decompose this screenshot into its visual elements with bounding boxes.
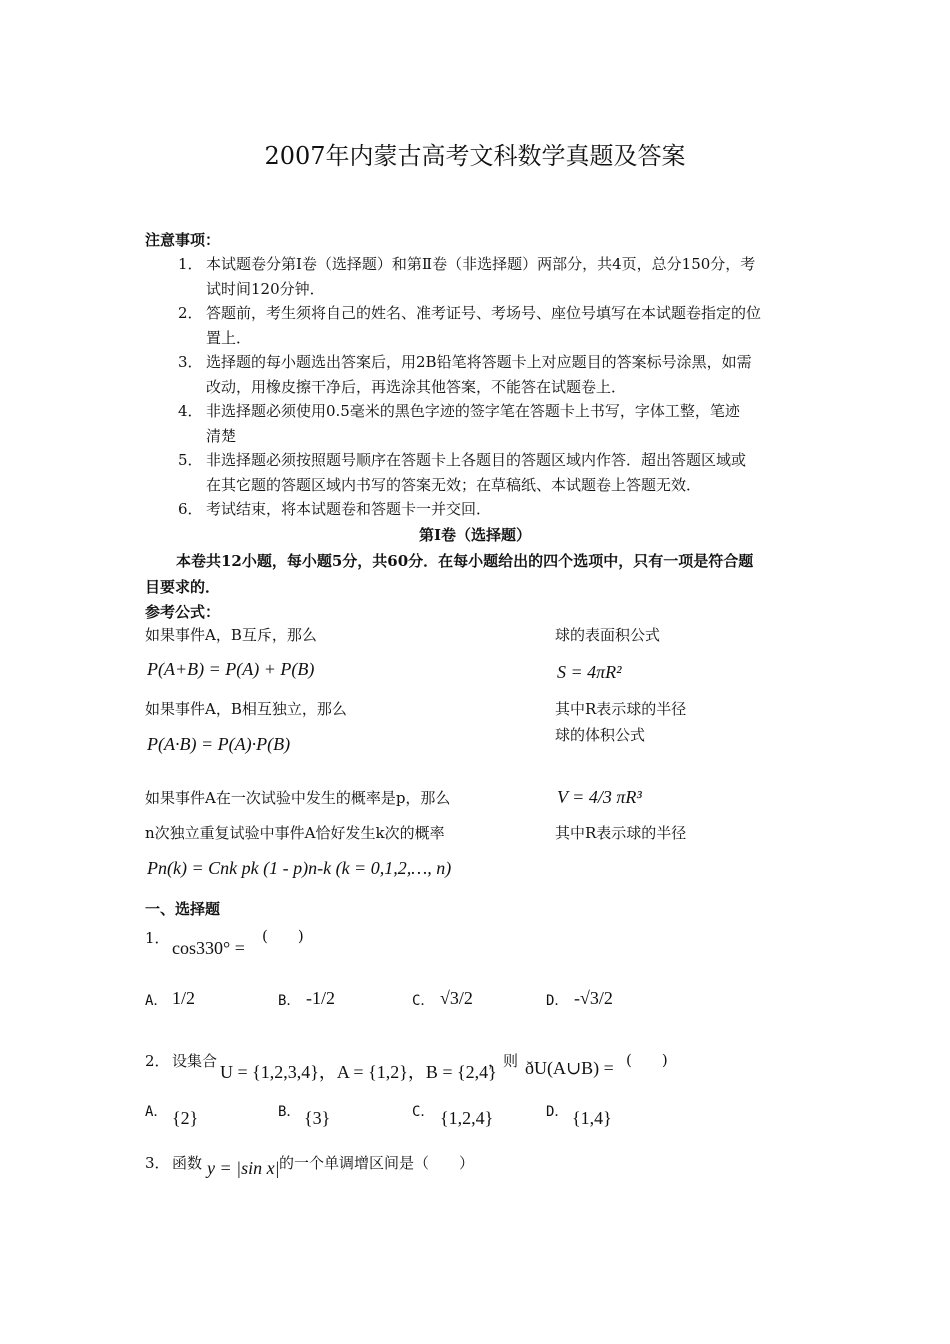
formula-independent-text: 如果事件A，B相互独立，那么 <box>145 700 347 718</box>
option-value: {1,2,4} <box>440 1108 494 1128</box>
sphere-radius-text: 其中R表示球的半径 <box>555 700 687 718</box>
option-value: {3} <box>304 1108 331 1128</box>
formula-heading: 参考公式： <box>145 603 221 621</box>
sphere-radius-text-2: 其中R表示球的半径 <box>555 824 687 842</box>
option-value: {2} <box>172 1108 199 1128</box>
option-value: √3/2 <box>440 988 473 1008</box>
formula-probability-text: 如果事件A在一次试验中发生的概率是p，那么 <box>145 789 451 807</box>
notice-item: 1． 本试题卷分第Ⅰ卷（选择题）和第Ⅱ卷（非选择题）两部分，共4页，总分150分，考 试时间120分钟． <box>178 255 756 298</box>
notice-item: 6． 考试结束，将本试题卷和答题卡一并交回． <box>178 500 492 518</box>
section-intro-line2: 目要求的． <box>145 578 221 596</box>
document-title: 2007年内蒙古高考文科数学真题及答案 <box>264 142 686 170</box>
answer-paren: ( ) <box>262 927 304 945</box>
option-label: D． <box>546 993 569 1009</box>
option-value: -√3/2 <box>574 988 613 1008</box>
question-1-expr: cos330° = <box>172 938 245 958</box>
option-label: B． <box>278 993 301 1009</box>
formula-mutually-exclusive-text: 如果事件A，B互斥，那么 <box>145 626 317 644</box>
formula-independent: P(A·B) = P(A)·P(B) <box>147 734 291 754</box>
sphere-volume-formula: V = 4/3 πR³ <box>557 787 642 807</box>
question-2-expr: U = {1,2,3,4}，A = {1,2}，B = {2,4} <box>220 1062 497 1082</box>
option-value: -1/2 <box>306 988 335 1008</box>
part-heading: 一、选择题 <box>145 900 221 918</box>
question-number: 3． <box>145 1154 170 1172</box>
notice-heading: 注意事项： <box>145 231 221 249</box>
question-text: 设集合 <box>172 1052 218 1070</box>
question-3-expr: y = |sin x| <box>207 1158 280 1178</box>
option-value: {1,4} <box>572 1108 612 1128</box>
formula-mutually-exclusive: P(A+B) = P(A) + P(B) <box>147 659 315 679</box>
sphere-surface-text: 球的表面积公式 <box>555 626 661 644</box>
option-label: C． <box>412 993 435 1009</box>
notice-item: 4． 非选择题必须使用0.5毫米的黑色字迹的签字笔在答题卡上书写，字体工整，笔迹 清楚 <box>178 402 740 445</box>
notice-item: 3． 选择题的每小题选出答案后，用2B铅笔将答题卡上对应题目的答案标号涂黑，如需 改动，用橡皮擦干净后，再选涂其他答案，不能答在试题卷上． <box>178 353 752 396</box>
question-text: 的一个单调增区间是（ ） <box>279 1154 475 1172</box>
section-intro-line1: 本卷共12小题，每小题5分，共60分．在每小题给出的四个选项中，只有一项是符合题 <box>176 552 754 570</box>
sphere-volume-text: 球的体积公式 <box>555 726 646 744</box>
option-label: A． <box>145 993 168 1009</box>
answer-paren: ( ) <box>626 1051 668 1069</box>
notice-item: 5． 非选择题必须按照题号顺序在答题卡上各题目的答题区域内作答．超出答题区域或 在其它题的答题区域内书写的答案无效；在草稿纸、本试题卷上答题无效． <box>178 451 747 494</box>
notice-list <box>178 252 761 522</box>
question-text: ，则 <box>488 1052 519 1070</box>
formula-binomial-text: n次独立重复试验中事件A恰好发生k次的概率 <box>145 824 445 842</box>
question-number: 2． <box>145 1052 170 1070</box>
sphere-surface-formula: S = 4πR² <box>557 662 622 682</box>
option-value: 1/2 <box>172 988 196 1008</box>
option-label: C． <box>412 1104 435 1120</box>
option-label: D． <box>546 1104 569 1120</box>
option-label: A． <box>145 1104 168 1120</box>
question-text: 函数 <box>172 1154 203 1172</box>
option-label: B． <box>278 1104 301 1120</box>
notice-item: 2． 答题前，考生须将自己的姓名、准考证号、考场号、座位号填写在本试题卷指定的位 置上． <box>178 304 762 347</box>
formula-binomial: Pn(k) = Cnk pk (1 - p)n-k (k = 0,1,2,…, n) <box>147 858 452 878</box>
section-heading: 第Ⅰ卷（选择题） <box>418 526 532 544</box>
question-2-expr2: ðU(A∪B) = <box>525 1058 614 1078</box>
question-number: 1． <box>145 929 170 947</box>
